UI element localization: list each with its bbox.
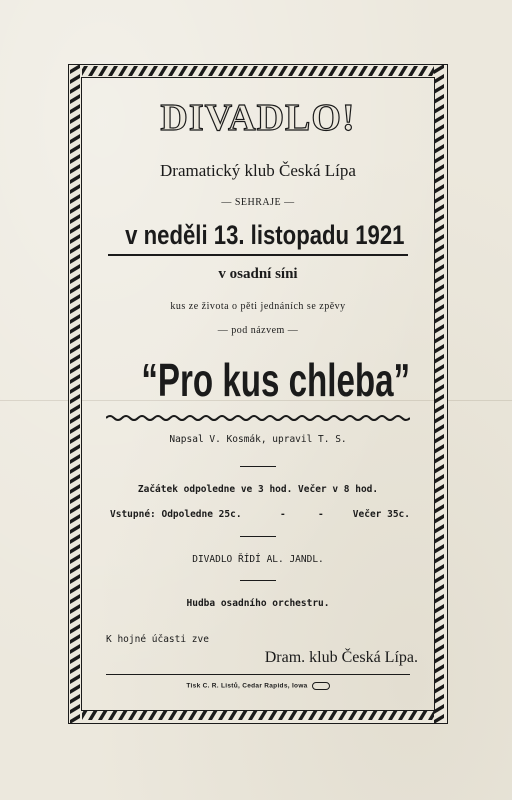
invite-line: K hojné účasti zve [106,634,209,645]
signature-line: Dram. klub Česká Lípa. [264,649,418,666]
printer-line [96,682,420,690]
performs-line: — SEHRAJE — [221,197,295,208]
admission-evening: Večer 35c. [352,509,410,520]
named-line: — pod názvem — [217,325,299,336]
union-label-icon [312,682,330,690]
start-time: Začátek odpoledne ve 3 hod. Večer v 8 hod. [137,484,379,495]
admission-separator: - [280,509,286,520]
admission-label: Vstupné: Odpoledne 25c. [110,509,242,520]
genre-line: kus ze života o pěti jednáních se zpěvy [170,301,346,312]
author-line: Napsal V. Kosmák, upravil T. S. [169,434,347,445]
printer-text: Tisk C. R. Listů, Cedar Rapids, Iowa [186,682,308,690]
admission-separator: - [318,509,324,520]
footer-rule [106,674,410,675]
director-line: DIVADLO ŘÍDÍ AL. JANDL. [192,554,324,565]
club-name: Dramatický klub Česká Lípa [160,161,356,180]
short-divider-1 [240,466,276,467]
poster-content [96,92,420,700]
short-divider-3 [240,580,276,581]
poster-title: DIVADLO! [160,97,356,139]
short-divider-2 [240,536,276,537]
date-underline [108,254,408,256]
music-line: Hudba osadního orchestru. [186,598,330,609]
venue: v osadní síni [218,266,298,282]
wavy-divider [106,414,410,422]
performance-date: v neděli 13. listopadu 1921 [125,220,405,250]
admission-row [110,509,410,523]
play-title: “Pro kus chleba” [141,354,411,406]
